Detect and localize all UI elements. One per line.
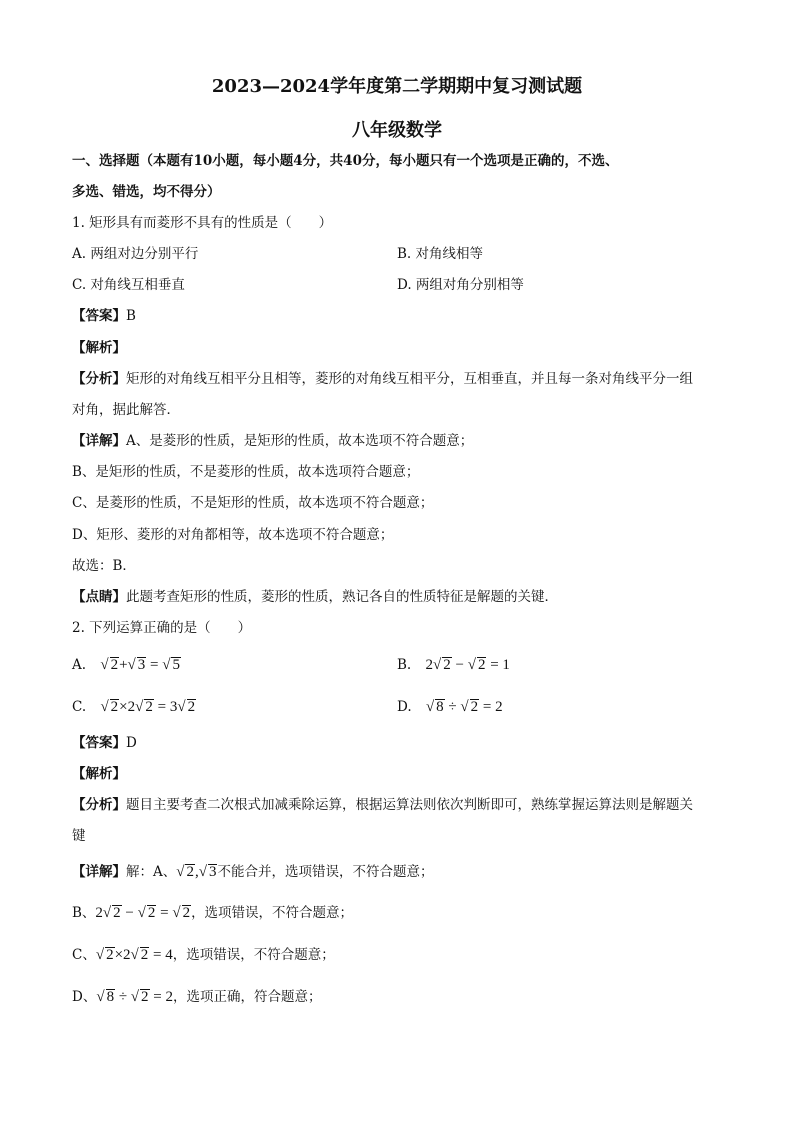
option-label: B. <box>397 657 412 673</box>
q2-option-d <box>397 698 503 716</box>
q1-option-a: A. 两组对边分别平行 <box>72 246 199 262</box>
q2-fenxi-line1 <box>72 796 693 814</box>
q1-detail-b: B、是矩形的性质，不是菱形的性质，故本选项符合题意； <box>72 464 420 480</box>
section-heading-line2: 多选、错选，均不得分） <box>72 184 221 200</box>
answer-value: D <box>126 735 137 751</box>
option-label: C. <box>72 699 87 715</box>
answer-value: B <box>126 308 136 324</box>
q1-choice: 故选：B． <box>72 558 136 574</box>
q2-option-c <box>72 698 196 716</box>
option-label: D. <box>397 699 412 715</box>
formula: √ 2,√ 3 <box>176 864 217 880</box>
q2-analysis-tag: 【解析】 <box>72 766 126 782</box>
q1-detail-c: C、是菱形的性质，不是矩形的性质，故本选项不符合题意； <box>72 495 434 511</box>
fenxi-text: 题目主要考查二次根式加减乘除运算，根据运算法则依次判断即可，熟练掌握运算法则是解题关 <box>126 797 693 813</box>
xiangjie-tag: 【详解】 <box>72 864 126 880</box>
fenxi-text: 矩形的对角线互相平分且相等，菱形的对角线互相平分，互相垂直，并且每一条对角线平分一组 <box>126 371 693 387</box>
formula: √ 8 ÷ √ 2 = 2 <box>425 699 503 715</box>
formula: √ 2×2√ 2 = 3√ 2 <box>100 699 196 715</box>
detail-text: A、是菱形的性质，是矩形的性质，故本选项不符合题意； <box>126 433 474 449</box>
q2-detail-c: C、√ 2×2√ 2 = 4，选项错误，不符合题意； <box>72 947 335 963</box>
section-heading-line1: 一、选择题（本题有10小题，每小题4分，共40分，每小题只有一个选项是正确的，不选、 <box>72 153 619 169</box>
formula: √ 8 ÷ √ 2 = 2 <box>96 989 173 1005</box>
q2-answer <box>72 734 137 752</box>
q1-option-c: C. 对角线互相垂直 <box>72 277 185 293</box>
q1-fenxi-line1 <box>72 370 693 388</box>
q2-option-b <box>397 656 510 674</box>
q2-detail-a: 【详解】解：A、√ 2,√ 3不能合并，选项错误，不符合题意； <box>72 864 434 880</box>
formula: √ 2+√ 3 = √ 5 <box>100 657 180 673</box>
q1-analysis-tag: 【解析】 <box>72 340 126 356</box>
q2-option-a <box>72 656 181 674</box>
fenxi-tag: 【分析】 <box>72 797 126 813</box>
fenxi-tag: 【分析】 <box>72 371 126 387</box>
q2-detail-b: B、2√ 2 − √ 2 = √ 2，选项错误，不符合题意； <box>72 905 354 921</box>
answer-tag: 【答案】 <box>72 735 126 751</box>
q1-fenxi-line2: 对角，据此解答． <box>72 402 180 418</box>
q2-fenxi-line2: 键 <box>72 828 86 844</box>
q1-answer <box>72 307 136 325</box>
answer-tag: 【答案】 <box>72 308 126 324</box>
q1-detail-d: D、矩形、菱形的对角都相等，故本选项不符合题意； <box>72 527 394 543</box>
formula: 2√ 2 − √ 2 = 1 <box>425 657 510 673</box>
formula: √ 2×2√ 2 = 4 <box>95 947 173 963</box>
document-title: 2023—2024学年度第二学期期中复习测试题 <box>211 76 583 97</box>
q1-option-b: B. 对角线相等 <box>397 246 484 262</box>
dianjing-tag: 【点睛】 <box>72 589 126 605</box>
q2-detail-d: D、√ 8 ÷ √ 2 = 2，选项正确，符合题意； <box>72 989 322 1005</box>
document-subtitle: 八年级数学 <box>352 120 442 141</box>
formula: 2√ 2 − √ 2 = √ 2 <box>95 905 191 921</box>
q1-detail-a <box>72 432 473 450</box>
q1-dianjing <box>72 588 558 606</box>
dianjing-text: 此题考查矩形的性质，菱形的性质，熟记各自的性质特征是解题的关键． <box>126 589 558 605</box>
q2-stem: 2. 下列运算正确的是（ ） <box>72 620 252 636</box>
option-label: A. <box>72 657 87 673</box>
q1-stem: 1. 矩形具有而菱形不具有的性质是（ ） <box>72 215 333 231</box>
xiangjie-tag: 【详解】 <box>72 433 126 449</box>
q1-option-d: D. 两组对角分别相等 <box>397 277 524 293</box>
